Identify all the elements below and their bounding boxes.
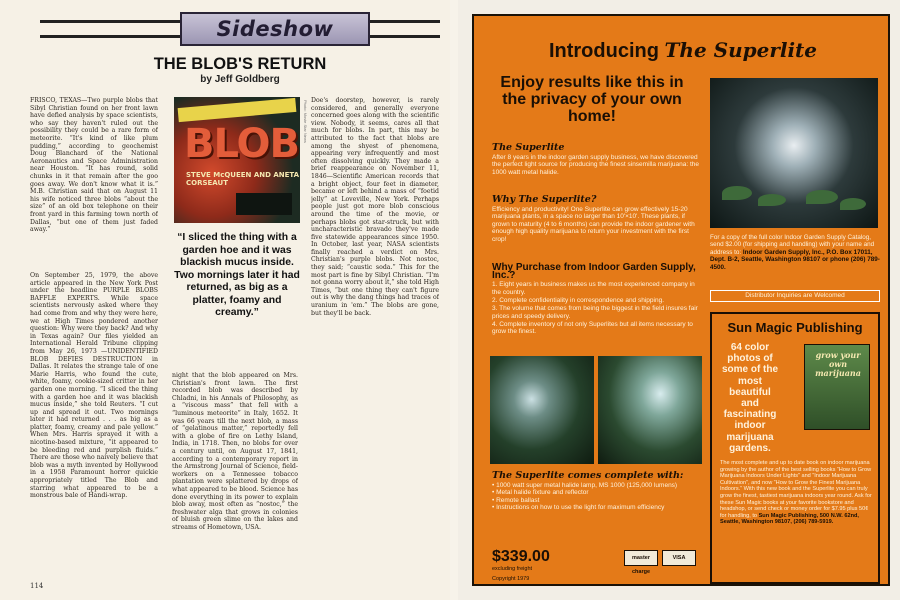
page-number: 114: [30, 582, 44, 590]
payment-cards: [624, 550, 696, 575]
body-text-3: Doe's doorstep, however, is rarely considered, and generally everyone concerned goes along with the scientific view. Nobody, it seems, cares all that much for blobs. In part, this may be attributed to the fact that blobs are among the shyest of phenomena, appearing very infrequently and most often dissolving quickly. They made a brief reappearance on November 11, 1846—Scientific American records that a bright object, four feet in diameter, became or left behind a mass of “foetid jelly” at Loveville, New York. Perhaps people just got more blob conscious around the time of the movie, or perhaps blobs got star-struck, but with uncharacteristic bravado they've made five statewide appearances since 1950. In October, last year, NASA scientists finally reached a verdict on Mrs. Christian's purple blobs. Not nostoc, they said; “caustic soda.” This for the most part is fine by Sibyl Christian. “I'm not gonna worry about it,” she told High Times, “but one thing they can't figure out is why the dang things had traces of uranium in 'em.” The blobs are gone, but they'll be back.: [311, 97, 439, 317]
copyright: Copyright 1979: [492, 576, 530, 582]
plants-photo-right: [598, 356, 702, 464]
leaf-shape: [840, 198, 866, 210]
body-text-1: On September 25, 1979, the above article appeared in the New York Post under the headline PURPLE BLOBS BAFFLE EXPERTS. While space scientists nervously asked where they had come from and why they were here, we at High Times pondered another question: Why were they back? And why in Texas again? Our files yielded an International Herald Tribune clipping from May 26, 1973 —UNIDENTIFIED BLOB DEFIES DESTRUCTION in Dallas. It relates the strange tale of one Marie Harris, who found the cute, white, foamy, cookie-sized critter in her garden one morning. “I sliced the thing with a garden hoe and it was blackish mucus inside,” she told Reuters. “I cut up and spread it out. Two mornings later it had returned . . . as big as a platter, foamy, creamy and pale yellow.” When Mrs. Harris sprayed it with a nicotine-based mixture, “it appeared to be bleeding red and purplish fluids.” There are those who naively believe that blob was a myth invented by Hollywood in a 1958 Paramount horror quickie appropriately titled The Blob and starring what appeared to be a monstrous bale of Handi-wrap.: [30, 272, 158, 500]
why-text: Efficiency and productivity! One Superlite can grow effectively 15-20 marijuana plants, in a space no larger than 10'×10'. These plants, if grown to maturity (4 to 6 months) can provide the indoor gardener with enough high quality marijuana to return your investment with the first crop!: [492, 205, 695, 243]
why-section: [492, 196, 704, 244]
superlite-section: [492, 144, 704, 176]
list-item: 1. Eight years in business makes us the most experienced company in the country.: [492, 281, 695, 296]
ad-headline: [478, 38, 888, 63]
photo-credit: Photo: Movie Star News: [303, 100, 308, 143]
body-text-2: night that the blob appeared on Mrs. Christian's front lawn. The first recorded blob was described by Chladni, in his Annals of Philosophy, as a “viscous mass” that fell with a “luminous meteorite” in Italy, 1652. It was 66 years till the next blob, a mass of “gelatinous matter,” reportedly fell with a globe of fire on Lethy Island, India, in 1718. Then, no blobs for over a century until, on August 17, 1841, according to a contemporary report in the Armstrong Journal of Science, field-workers on a Tennessee tobacco plantation were splattered by drops of what appeared to be blood. Science has done everything in its power to explain blob away, most often as “nostoc,” the freshwater alga that grows in colonies of bluish green slime on the lakes and streams of Hometown, USA.: [172, 372, 298, 531]
body-column-1: [30, 272, 158, 578]
poster-corner: [236, 193, 292, 215]
catalog-address: Indoor Garden Supply, Inc., P.O. Box 17011, Dept. B-2, Seattle, Washington 98107 or phone (206) 789-4500.: [710, 248, 880, 271]
list-item: • Instructions on how to use the light for maximum efficiency: [492, 504, 665, 511]
price-note: excluding freight: [492, 566, 533, 572]
complete-section: [492, 472, 700, 512]
visa-card: VISA: [662, 550, 696, 566]
complete-heading: The Superlite comes complete with:: [492, 470, 684, 481]
pull-quote: “I sliced the thing with a garden hoe and it was blackish mucus inside. Two mornings later it had returned, as big as a platter, foamy and creamy.”: [174, 232, 300, 318]
sun-magic-title: Sun Magic Publishing: [727, 320, 863, 335]
purchase-section: [492, 264, 704, 336]
ad-subheadline: Enjoy results like this in the privacy of your own home!: [500, 74, 684, 125]
complete-list: [492, 482, 700, 512]
book-cover: [804, 344, 870, 430]
ad-headline-brand: The Superlite: [664, 38, 818, 62]
plants-photo-left: [490, 356, 594, 464]
list-item: 4. Complete inventory of not only Superlites but all items necessary to grow the finest.: [492, 320, 693, 336]
poster-credits: STEVE McQUEEN AND ANETA CORSEAUT: [186, 171, 300, 187]
poster-title: BLOB: [184, 121, 300, 167]
why-heading: Why The Superlite?: [492, 194, 597, 205]
purchase-list: [492, 281, 704, 336]
advertisement-page: [458, 0, 900, 600]
grow-light-photo: [710, 78, 878, 228]
leaf-shape: [722, 186, 752, 200]
movie-poster: [174, 97, 300, 223]
intro-text: FRISCO, TEXAS—Two purple blobs that Sibyl Christian found on her front lawn have defied analysis by space scientists, who say they haven't ruled out the possibility they could be a rare form of meteorite. “It's kind of like plum pudding,” according to geochemist Doug Blanchard of the National Aeronautics and Space Administration near Houston. “It has round, solid chunks in it that remain after the goo goes away. We don't know what it is.” M.B. Christian said that on August 11 his wife noticed three blobs “about the size” of an old box telephone on their front yard in this farming town north of Dallas, “but one of them just faded away.”: [30, 97, 158, 234]
ad-headline-pre: Introducing: [548, 40, 659, 62]
article-title: THE BLOB'S RETURN: [153, 55, 327, 73]
leaf-shape: [758, 194, 786, 206]
purchase-heading: Why Purchase from Indoor Garden Supply, Inc.?: [492, 262, 696, 281]
sun-magic-description: [720, 460, 876, 526]
list-item: 3. The volume that comes from being the biggest in the field insures fair prices and speedy delivery.: [492, 304, 698, 320]
intro-column: [30, 97, 158, 267]
list-item: • Remote ballast: [492, 496, 540, 504]
price: $339.00: [492, 548, 550, 565]
sun-magic-photos: 64 color photos of some of the most beautiful and fascinating indoor marijuana gardens.: [721, 342, 779, 454]
superlite-heading: The Superlite: [492, 142, 565, 153]
section-label: Sideshow: [216, 17, 334, 41]
leaf-shape: [806, 190, 838, 204]
body-column-2: [172, 372, 298, 578]
body-column-3: [311, 97, 439, 578]
superlite-text: After 8 years in the indoor garden supply business, we have discovered the perfect light source for producing the finest sinsemilla marijuana: the 1000 watt metal halide.: [492, 153, 700, 176]
superlite-ad: [472, 14, 890, 586]
distributor-note: Distributor Inquiries are Welcomed: [710, 290, 880, 302]
list-item: • 1000 watt super metal halide lamp, MS 1000 (125,000 lumens): [492, 481, 678, 489]
catalog-text: For a copy of the full color Indoor Garden Supply Catalog, send $2.00 (for shipping and handling) with your name and address to:: [710, 234, 875, 256]
book-title: grow your own marijuana: [815, 350, 861, 378]
section-banner: [180, 12, 370, 46]
list-item: • Metal halide fixture and reflector: [492, 489, 589, 496]
sun-magic-address: Sun Magic Publishing, 500 N.W. 62nd, Seattle, Washington 98107, (206) 789-5919.: [720, 512, 859, 526]
sun-magic-box: [710, 312, 880, 584]
list-item: 2. Complete confidentiality in correspondence and shipping.: [492, 296, 664, 304]
sun-magic-text: The most complete and up to date book on indoor marijuana growing by the author of the best selling books “How to Grow Marijuana Indoors Under Lights” and “Indoor Marijuana Cultivation”, and now “How to Grow the Finest Marijuana Indoors.” With this new book and the Superlite you can truly grow the finest, tastiest marijuana indoors year round. Ask for these Sun Magic books at your favorite bookstore and headshop, or send check or money order for $7.95 plus 50¢ for handling, to: [720, 460, 872, 519]
catalog-offer: [710, 234, 880, 271]
byline: by Jeff Goldberg: [200, 74, 280, 85]
master-charge-card: master charge: [624, 550, 658, 566]
